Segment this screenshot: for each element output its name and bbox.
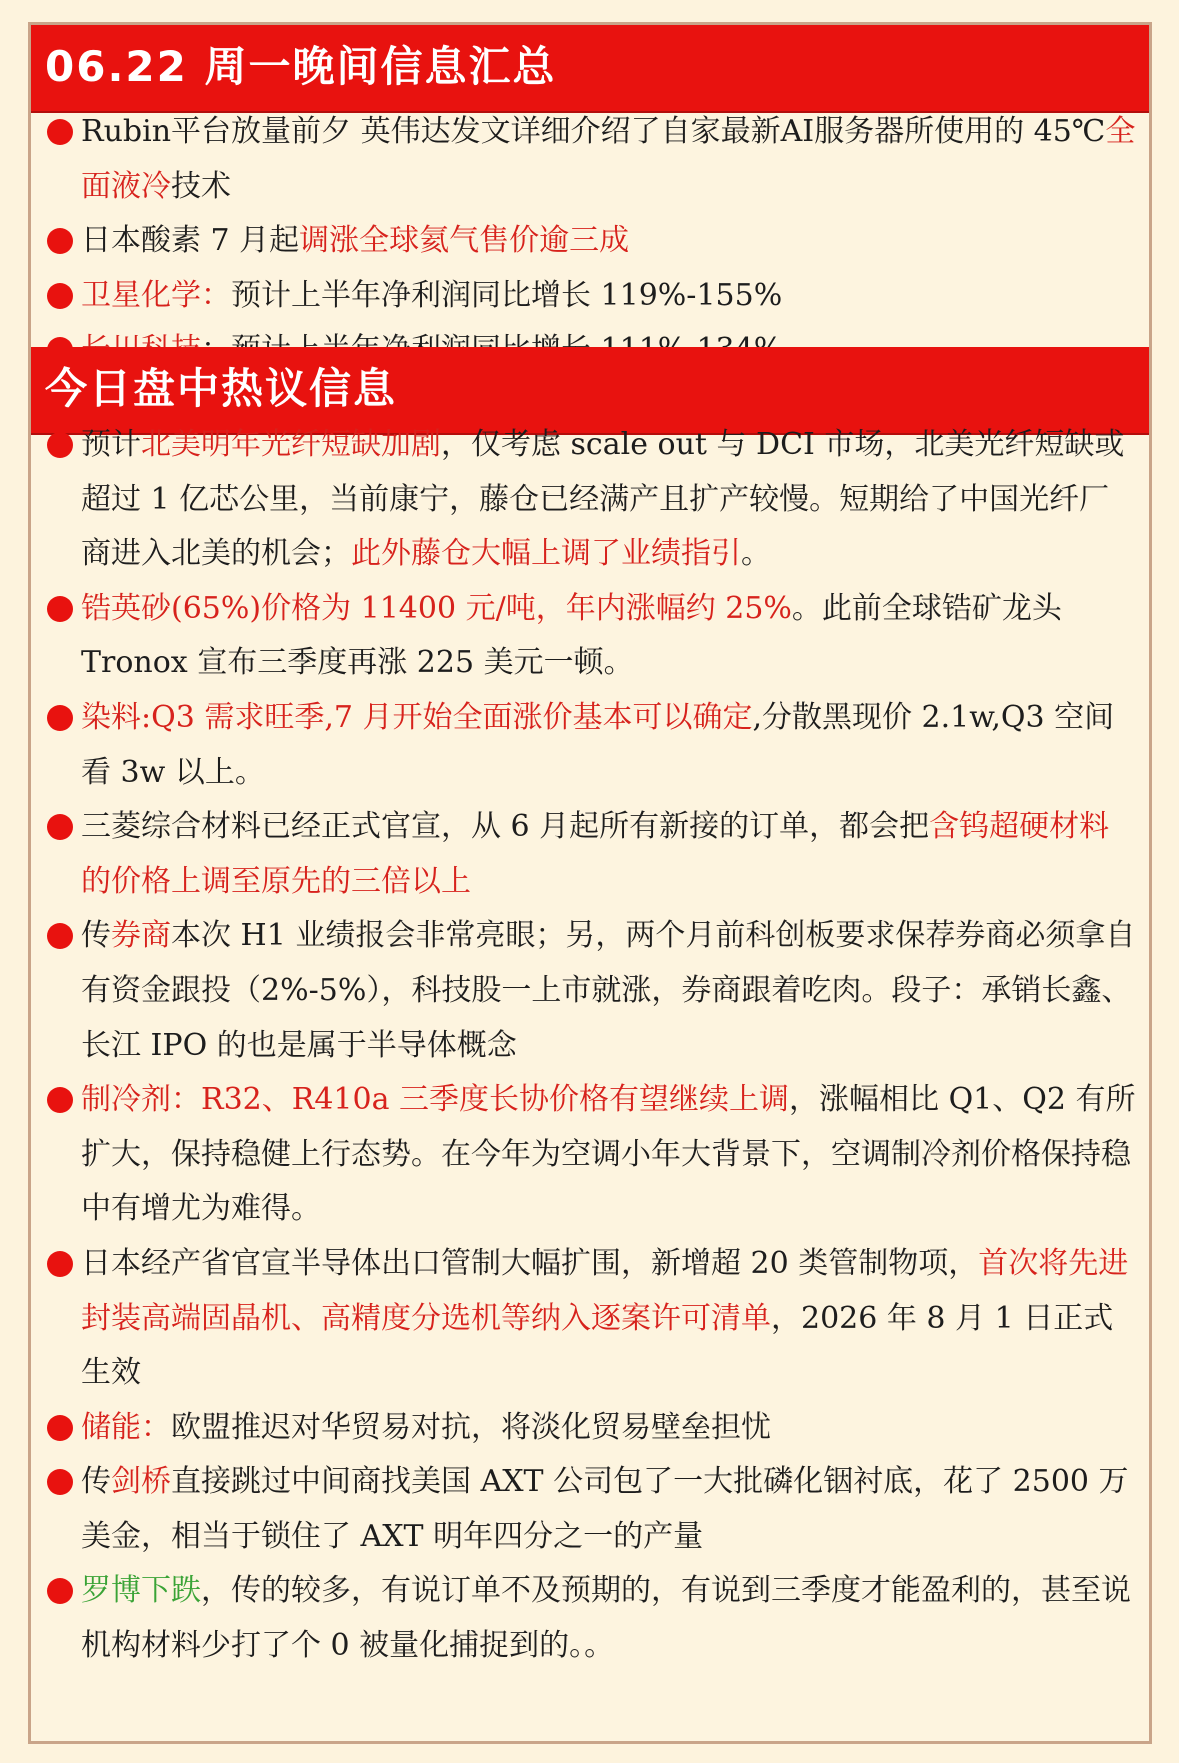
highlight-text: 券商 <box>111 918 171 954</box>
list-item <box>47 214 1137 269</box>
body-text: 直接跳过中间商找美国 AXT 公司包了一大批磷化铟衬底，花了 2500 万美金，相当于锁住了 AXT 明年四分之一的产量 <box>81 1464 1129 1554</box>
list-item <box>47 691 1137 800</box>
item-text <box>81 591 1062 681</box>
bullet-dot-icon <box>47 228 73 254</box>
list-item <box>47 418 1137 582</box>
item-text <box>81 1082 1135 1226</box>
highlight-text: 调涨全球氦气售价逾三成 <box>299 223 630 259</box>
highlight-text: 含钨超硬材料的价格上调至原先的三倍以上 <box>81 809 1110 899</box>
body-text: 日本经产省官宣半导体出口管制大幅扩围，新增超 20 类管制物项， <box>81 1245 979 1281</box>
list-item <box>47 1073 1137 1237</box>
list-item <box>47 582 1137 691</box>
bullet-dot-icon <box>47 596 73 622</box>
bullet-dot-icon <box>47 923 73 949</box>
bullet-dot-icon <box>47 1469 73 1495</box>
bullet-dot-icon <box>47 1578 73 1604</box>
body-text: 技术 <box>171 168 231 204</box>
list-item <box>47 909 1137 1073</box>
highlight-text: 卫星化学： <box>81 277 231 313</box>
item-text <box>81 223 629 258</box>
body-text: ，涨幅相比 Q1、Q2 有所扩大，保持稳健上行态势。在今年为空调小年大背景下，空调制冷剂价格保持稳中有增尤为难得。 <box>81 1082 1136 1227</box>
list-item <box>47 105 1137 214</box>
item-text <box>81 1573 1131 1663</box>
bullet-dot-icon <box>47 283 73 309</box>
item-text <box>81 1410 771 1445</box>
section-title: 今日盘中热议信息 <box>45 364 398 413</box>
highlight-text: 储能： <box>81 1409 171 1445</box>
item-text <box>81 809 1109 899</box>
body-text: 传 <box>81 1464 111 1500</box>
body-text: ，传的较多，有说订单不及预期的，有说到三季度才能盈利的，甚至说机构材料少打了个 0 被量化捕捉到的。。 <box>81 1573 1131 1664</box>
bullet-dot-icon <box>47 1415 73 1441</box>
item-list-evening <box>47 105 1137 378</box>
body-text: 三菱综合材料已经正式官宣，从 6 月起所有新接的订单，都会把 <box>81 809 930 845</box>
body-text: ，2026 年 8 月 1 日正式生效 <box>81 1300 1114 1391</box>
highlight-text: 制冷剂：R32、R410a 三季度长协价格有望继续上调 <box>81 1082 790 1118</box>
item-text <box>81 278 782 313</box>
section-title: 06.22 周一晚间信息汇总 <box>45 42 557 91</box>
item-text <box>81 427 1124 571</box>
item-text <box>81 1246 1128 1390</box>
body-text: Rubin平台放量前夕 英伟达发文详细介绍了自家最新AI服务器所使用的 45℃ <box>81 114 1106 149</box>
item-list-intraday <box>47 418 1137 1674</box>
highlight-text: 此外藤仓大幅上调了业绩指引 <box>351 536 741 572</box>
list-item <box>47 269 1137 324</box>
highlight-text: 首次将先进封装高端固晶机、高精度分选机等纳入逐案许可清单 <box>81 1245 1129 1336</box>
body-text: 。此前全球锆矿龙头 Tronox 宣布三季度再涨 225 美元一顿。 <box>81 590 1062 681</box>
body-text: 预计 <box>81 427 141 462</box>
body-text: 预计上半年净利润同比增长 119%-155% <box>231 277 783 313</box>
section-header-evening <box>31 25 1149 113</box>
highlight-text: 剑桥 <box>111 1464 171 1500</box>
list-item <box>47 800 1137 909</box>
item-text <box>81 918 1135 1062</box>
item-text <box>81 700 1114 790</box>
highlight-text: 罗博下跌 <box>81 1573 201 1609</box>
item-text <box>81 114 1135 204</box>
bullet-dot-icon <box>47 119 73 145</box>
list-item <box>47 1455 1137 1564</box>
item-text <box>81 1464 1129 1554</box>
bullet-dot-icon <box>47 1087 73 1113</box>
bullet-dot-icon <box>47 705 73 731</box>
highlight-text: 染料:Q3 需求旺季,7 月开始全面涨价基本可以确定 <box>81 699 753 735</box>
highlight-text: 全面液冷 <box>81 114 1136 204</box>
bullet-dot-icon <box>47 1251 73 1277</box>
info-card <box>28 22 1152 1744</box>
highlight-text: 锆英砂(65%)价格为 11400 元/吨，年内涨幅约 25% <box>81 590 792 626</box>
body-text: 欧盟推迟对华贸易对抗，将淡化贸易壁垒担忧 <box>171 1409 771 1445</box>
list-item <box>47 1564 1137 1673</box>
body-text: 传 <box>81 918 111 954</box>
body-text: 本次 H1 业绩报会非常亮眼；另，两个月前科创板要求保荐券商必须拿自有资金跟投（2%-5%），科技股一上市就涨，券商跟着吃肉。段子：承销长鑫、长江 IPO 的也是属于半导体概念 <box>81 918 1136 1063</box>
bullet-dot-icon <box>47 814 73 840</box>
highlight-text: 北美明年光纤短缺加剧 <box>141 427 441 462</box>
body-text: 。 <box>741 536 771 572</box>
list-item <box>47 1237 1137 1401</box>
list-item <box>47 1401 1137 1456</box>
body-text: ,分散黑现价 2.1w,Q3 空间看 3w 以上。 <box>81 699 1115 790</box>
body-text: 日本酸素 7 月起 <box>81 223 300 259</box>
bullet-dot-icon <box>47 432 73 458</box>
body-text: ，仅考虑 scale out 与 DCI 市场，北美光纤短缺或超过 1 亿芯公里，当前康宁，藤仓已经满产且扩产较慢。短期给了中国光纤厂商进入北美的机会； <box>81 427 1125 572</box>
